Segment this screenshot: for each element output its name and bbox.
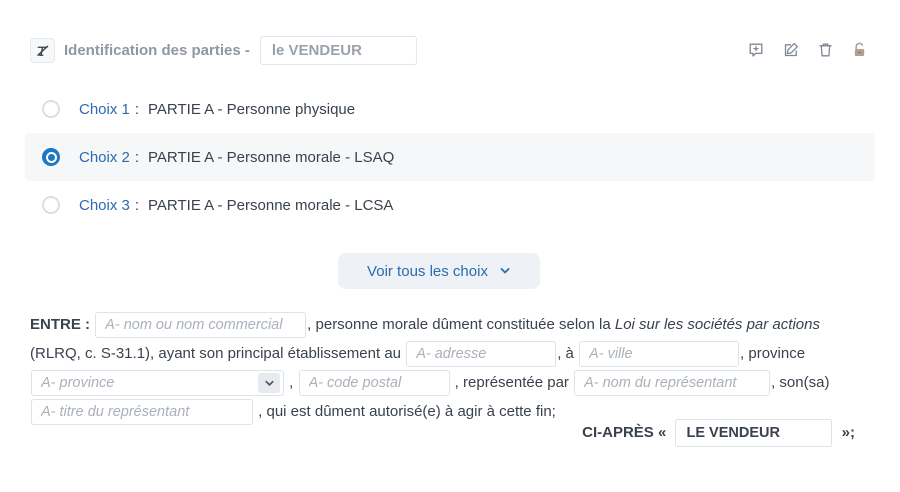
comment-add-icon[interactable] bbox=[747, 41, 765, 59]
choice-row-1[interactable] bbox=[25, 85, 875, 133]
choice-list bbox=[25, 85, 875, 229]
section-name-input[interactable] bbox=[260, 36, 417, 65]
choice-row-2[interactable] bbox=[25, 133, 875, 181]
representative-name-input[interactable] bbox=[574, 370, 770, 396]
clause-text: , personne morale dûment constituée selon la bbox=[307, 316, 615, 333]
province-select-placeholder: A- province bbox=[41, 374, 115, 391]
section-title: Identification des parties - bbox=[64, 41, 250, 59]
address-input[interactable] bbox=[406, 341, 556, 367]
choice-separator: : bbox=[134, 100, 140, 118]
entre-label: ENTRE : bbox=[30, 316, 90, 333]
choice-text: PARTIE A - Personne morale - LSAQ bbox=[148, 148, 395, 166]
chevron-down-icon bbox=[499, 265, 511, 277]
law-title-italic: Loi sur les sociétés par actions bbox=[614, 316, 820, 333]
clause-text: , à bbox=[557, 345, 579, 362]
show-all-choices-button[interactable] bbox=[338, 253, 540, 289]
choice-label: Choix 1 bbox=[79, 100, 130, 118]
clause-text: (RLRQ, c. S-31.1), ayant son principal établissement au bbox=[30, 345, 406, 362]
province-select[interactable] bbox=[31, 370, 284, 396]
trash-icon[interactable] bbox=[817, 41, 834, 59]
choice-separator: : bbox=[134, 196, 140, 214]
clause-text: , représentée par bbox=[450, 374, 574, 391]
hereafter-suffix: »; bbox=[841, 423, 855, 441]
section-header bbox=[30, 35, 868, 65]
clause-text: , province bbox=[740, 345, 806, 362]
clause-text: , qui est dûment autorisé(e) à agir à cette fin; bbox=[254, 403, 556, 420]
hereafter-designation-input[interactable] bbox=[675, 419, 832, 447]
edit-icon[interactable] bbox=[782, 41, 800, 59]
choice-row-3[interactable] bbox=[25, 181, 875, 229]
clause-text: , son(sa) bbox=[771, 374, 830, 391]
choice-label: Choix 2 bbox=[79, 148, 130, 166]
choice-separator: : bbox=[134, 148, 140, 166]
hereafter-line bbox=[30, 419, 855, 447]
choice-text: PARTIE A - Personne morale - LCSA bbox=[148, 196, 394, 214]
header-actions bbox=[747, 41, 868, 59]
choice-text: PARTIE A - Personne physique bbox=[148, 100, 356, 118]
clear-formatting-icon[interactable] bbox=[30, 38, 55, 63]
radio-unchecked-icon[interactable] bbox=[42, 196, 60, 214]
hereafter-prefix: CI-APRÈS « bbox=[582, 423, 667, 441]
chevron-down-icon[interactable] bbox=[258, 373, 280, 393]
party-name-input[interactable] bbox=[95, 312, 306, 338]
choice-label: Choix 3 bbox=[79, 196, 130, 214]
postal-code-input[interactable] bbox=[299, 370, 450, 396]
clause-text: , bbox=[285, 374, 298, 391]
show-all-choices-label: Voir tous les choix bbox=[367, 262, 488, 280]
clause-paragraph bbox=[30, 310, 850, 426]
lock-icon[interactable] bbox=[851, 41, 868, 59]
radio-checked-icon[interactable] bbox=[42, 148, 60, 166]
radio-unchecked-icon[interactable] bbox=[42, 100, 60, 118]
city-input[interactable] bbox=[579, 341, 739, 367]
